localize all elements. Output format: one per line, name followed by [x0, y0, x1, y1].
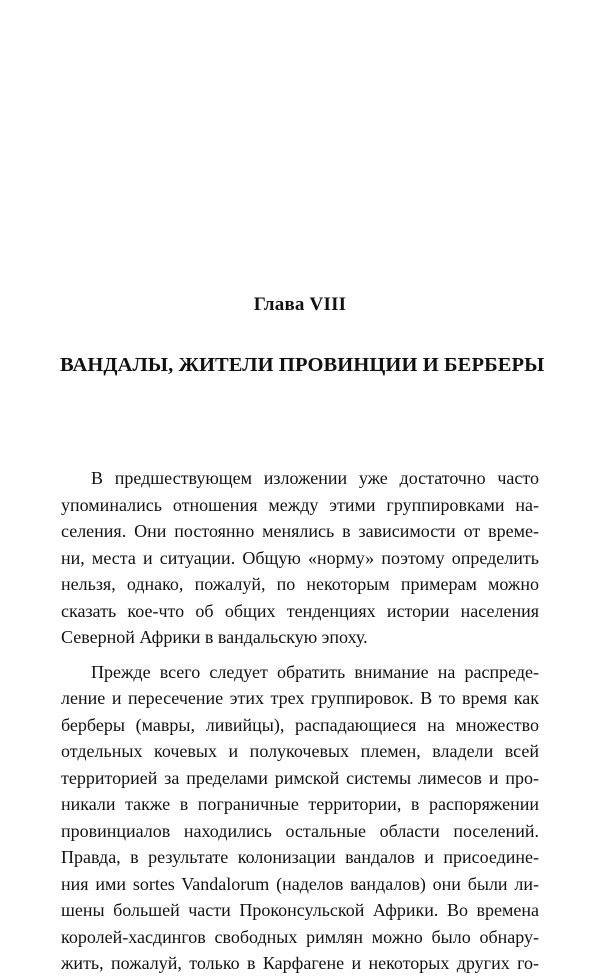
paragraph-gap [61, 651, 539, 659]
text-line: территорией за пределами римской системы лимесов и про- [61, 767, 539, 788]
body-text [61, 465, 539, 977]
text-line: Прежде всего следует обратить внимание на распреде- [91, 661, 539, 682]
text-line: королей-хасдингов свободных римлян можно было обнару- [61, 926, 539, 947]
chapter-title: ВАНДАЛЫ, ЖИТЕЛИ ПРОВИНЦИИ И БЕРБЕРЫ [60, 354, 545, 376]
text-line: селения. Они постоянно менялись в зависимости от време- [61, 521, 539, 541]
text-line: Северной Африки в вандальскую эпоху. [61, 627, 368, 647]
text-line: упоминались отношения между этими группировками на- [61, 494, 539, 515]
text-line: никали также в пограничные территории, в распоряжении [61, 794, 539, 814]
paragraph [61, 659, 539, 977]
text-line: берберы (мавры, ливийцы), распадающиеся на множество [61, 714, 539, 735]
paragraph [61, 465, 539, 651]
text-line: нельзя, однако, пожалуй, по некоторым примерам можно [61, 574, 539, 594]
text-line: ния ими sortes Vandalorum (наделов вандалов) они были ли- [61, 873, 539, 894]
text-line: В предшествующем изложении уже достаточно часто [91, 468, 539, 488]
text-line: шены большей части Проконсульской Африки. Во времена [61, 900, 539, 920]
text-line: Правда, в результате колонизации вандалов и присоедине- [61, 847, 539, 867]
text-line: отдельных кочевых и полукочевых племен, владели всей [61, 741, 539, 761]
text-line: сказать кое-что об общих тенденциях истории населения [61, 600, 539, 621]
text-line: провинциалов находились остальные области поселений. [61, 820, 539, 841]
text-line: жить, пожалуй, только в Карфагене и некоторых других го- [61, 953, 539, 973]
text-line: ни, места и ситуации. Общую «норму» поэтому определить [61, 547, 539, 568]
text-line: ление и пересечение этих трех группировок. В то время как [61, 688, 539, 708]
chapter-number: Глава VIII [253, 294, 347, 315]
